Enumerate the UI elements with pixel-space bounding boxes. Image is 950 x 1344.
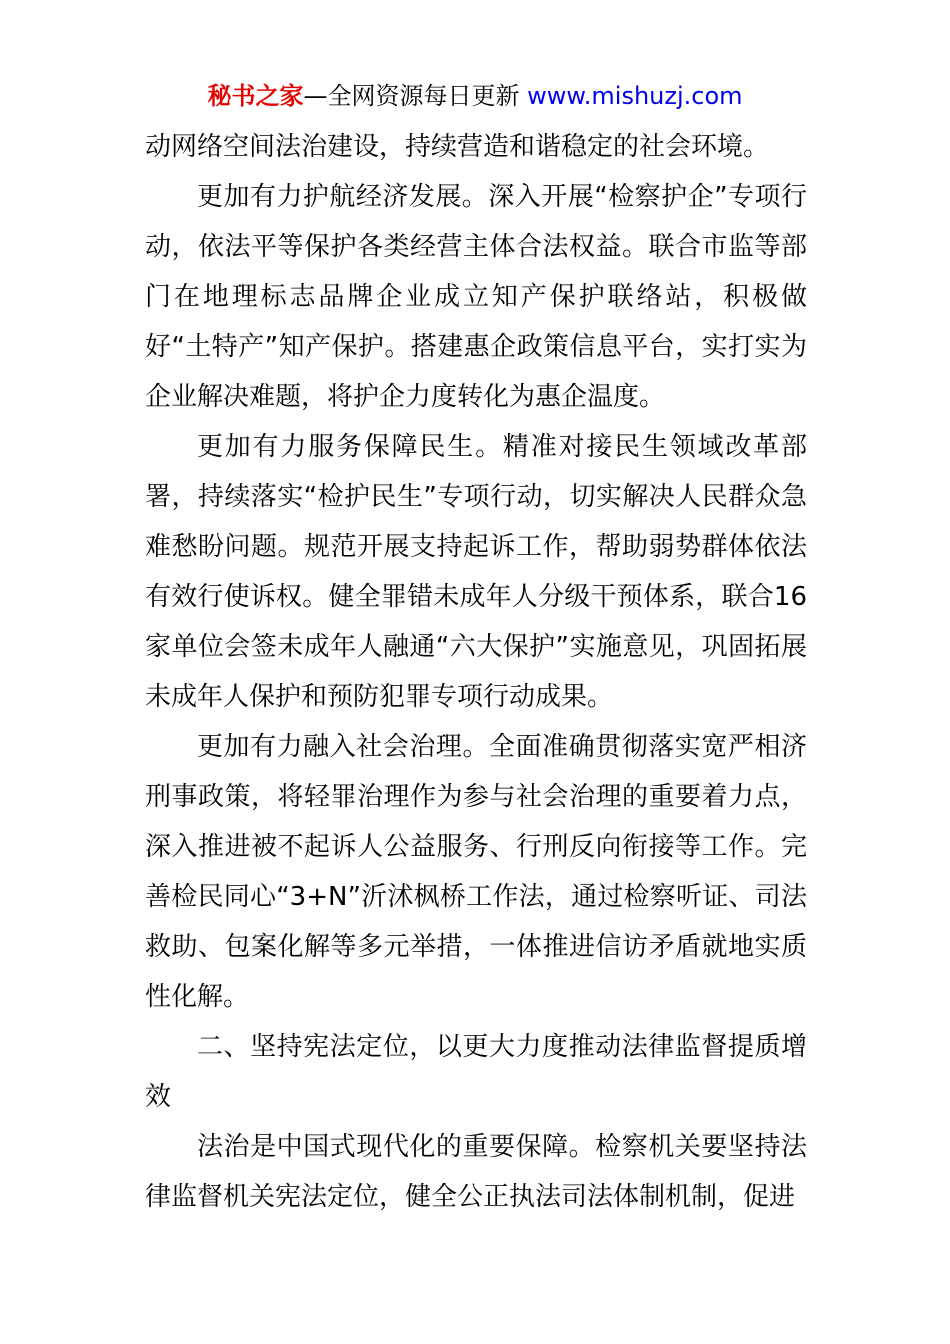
header-tagline: —全网资源每日更新 [303,82,520,110]
paragraph-rule-of-law: 法治是中国式现代化的重要保障。检察机关要坚持法律监督机关宪法定位，健全公正执法司法体制机制，促进 [145,1132,807,1212]
document-body [145,122,807,1222]
paragraph-continuation: 动网络空间法治建设，持续营造和谐稳定的社会环境。 [145,132,770,162]
paragraph-livelihood: 更加有力服务保障民生。精准对接民生领域改革部署，持续落实“检护民生”专项行动，切实解决人民群众急难愁盼问题。规范开展支持起诉工作，帮助弱势群体依法有效行使诉权。健全罪错未成年人分级干预体系，联合16家单位会签未成年人融通“六大保护”实施意见，巩固拓展未成年人保护和预防犯罪专项行动成果。 [145,432,807,712]
site-header [0,80,950,112]
site-url-link[interactable]: www.mishuzj.com [527,82,743,110]
section-heading: 二、坚持宪法定位，以更大力度推动法律监督提质增效 [145,1032,807,1112]
paragraph-governance: 更加有力融入社会治理。全面准确贯彻落实宽严相济刑事政策，将轻罪治理作为参与社会治理的重要着力点，深入推进被不起诉人公益服务、行刑反向衔接等工作。完善检民同心“3+N”沂沭枫桥工作法，通过检察听证、司法救助、包案化解等多元举措，一体推进信访矛盾就地实质性化解。 [145,732,807,1012]
brand-name: 秘书之家 [207,82,304,110]
paragraph-economy: 更加有力护航经济发展。深入开展“检察护企”专项行动，依法平等保护各类经营主体合法权益。联合市监等部门在地理标志品牌企业成立知产保护联络站，积极做好“土特产”知产保护。搭建惠企政策信息平台，实打实为企业解决难题，将护企力度转化为惠企温度。 [145,182,807,412]
